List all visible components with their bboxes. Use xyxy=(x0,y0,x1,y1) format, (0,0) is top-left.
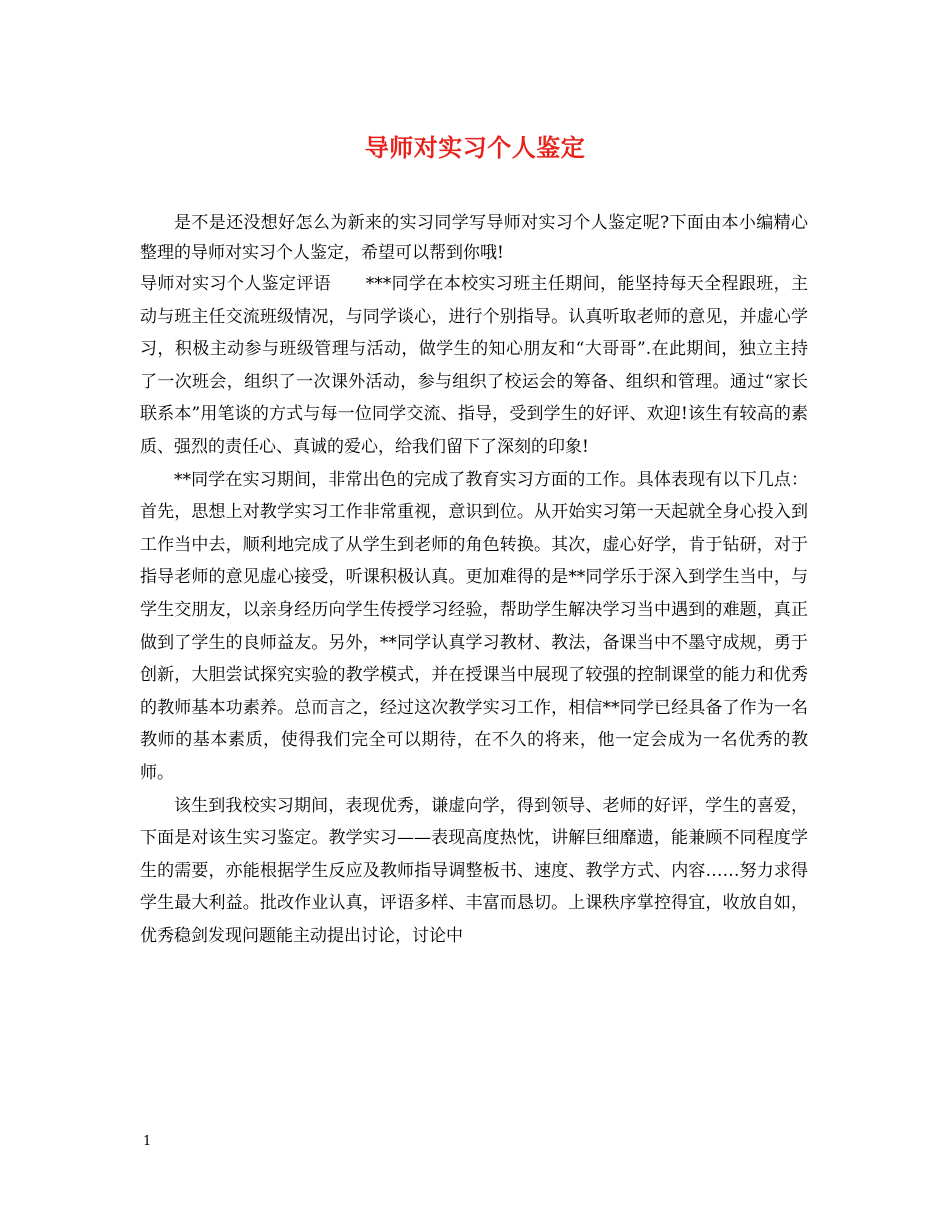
evaluation-paragraph-2: **同学在实习期间，非常出色的完成了教育实习方面的工作。具体表现有以下几点：首先，思想上对教学实习工作非常重视，意识到位。从开始实习第一天起就全身心投入到工作当中去，顺利地完成了从学生到老师的角色转换。其次，虚心好学，肯于钻研，对于指导老师的意见虚心接受，听课积极认真。更加难得的是**同学乐于深入到学生当中，与学生交朋友，以亲身经历向学生传授学习经验，帮助学生解决学习当中遇到的难题，真正做到了学生的良师益友。另外，**同学认真学习教材、教法，备课当中不墨守成规，勇于创新，大胆尝试探究实验的教学模式，并在授课当中展现了较强的控制课堂的能力和优秀的教师基本功素养。总而言之，经过这次教学实习工作，相信**同学已经具备了作为一名教师的基本素质，使得我们完全可以期待，在不久的将来，他一定会成为一名优秀的教师。 xyxy=(140,469,808,783)
page-title: 导师对实习个人鉴定 xyxy=(364,133,586,162)
intro-paragraph: 是不是还没想好怎么为新来的实习同学写导师对实习个人鉴定呢?下面由本小编精心整理的导师对实习个人鉴定，希望可以帮到你哦! xyxy=(140,213,808,263)
evaluation-paragraph-3: 该生到我校实习期间，表现优秀，谦虚向学，得到领导、老师的好评，学生的喜爱，下面是对该生实习鉴定。教学实习——表现高度热忱，讲解巨细靡遗，能兼顾不同程度学生的需要，亦能根据学生反应及教师指导调整板书、速度、教学方式、内容……努力求得学生最大利益。批改作业认真，评语多样、丰富而恳切。上课秩序掌控得宜，收放自如，优秀稳剑发现问题能主动提出讨论，讨论中 xyxy=(140,795,808,946)
page-number: 1 xyxy=(143,1134,152,1149)
document-body xyxy=(140,208,808,952)
evaluation-paragraph-1: 导师对实习个人鉴定评语 ***同学在本校实习班主任期间，能坚持每天全程跟班，主动与班主任交流班级情况，与同学谈心，进行个别指导。认真听取老师的意见，并虚心学习，积极主动参与班级管理与活动，做学生的知心朋友和“大哥哥”.在此期间，独立主持了一次班会，组织了一次课外活动，参与组织了校运会的筹备、组织和管理。通过“家长联系本”用笔谈的方式与每一位同学交流、指导，受到学生的好评、欢迎!该生有较高的素质、强烈的责任心、真诚的爱心，给我们留下了深刻的印象! xyxy=(140,274,808,457)
